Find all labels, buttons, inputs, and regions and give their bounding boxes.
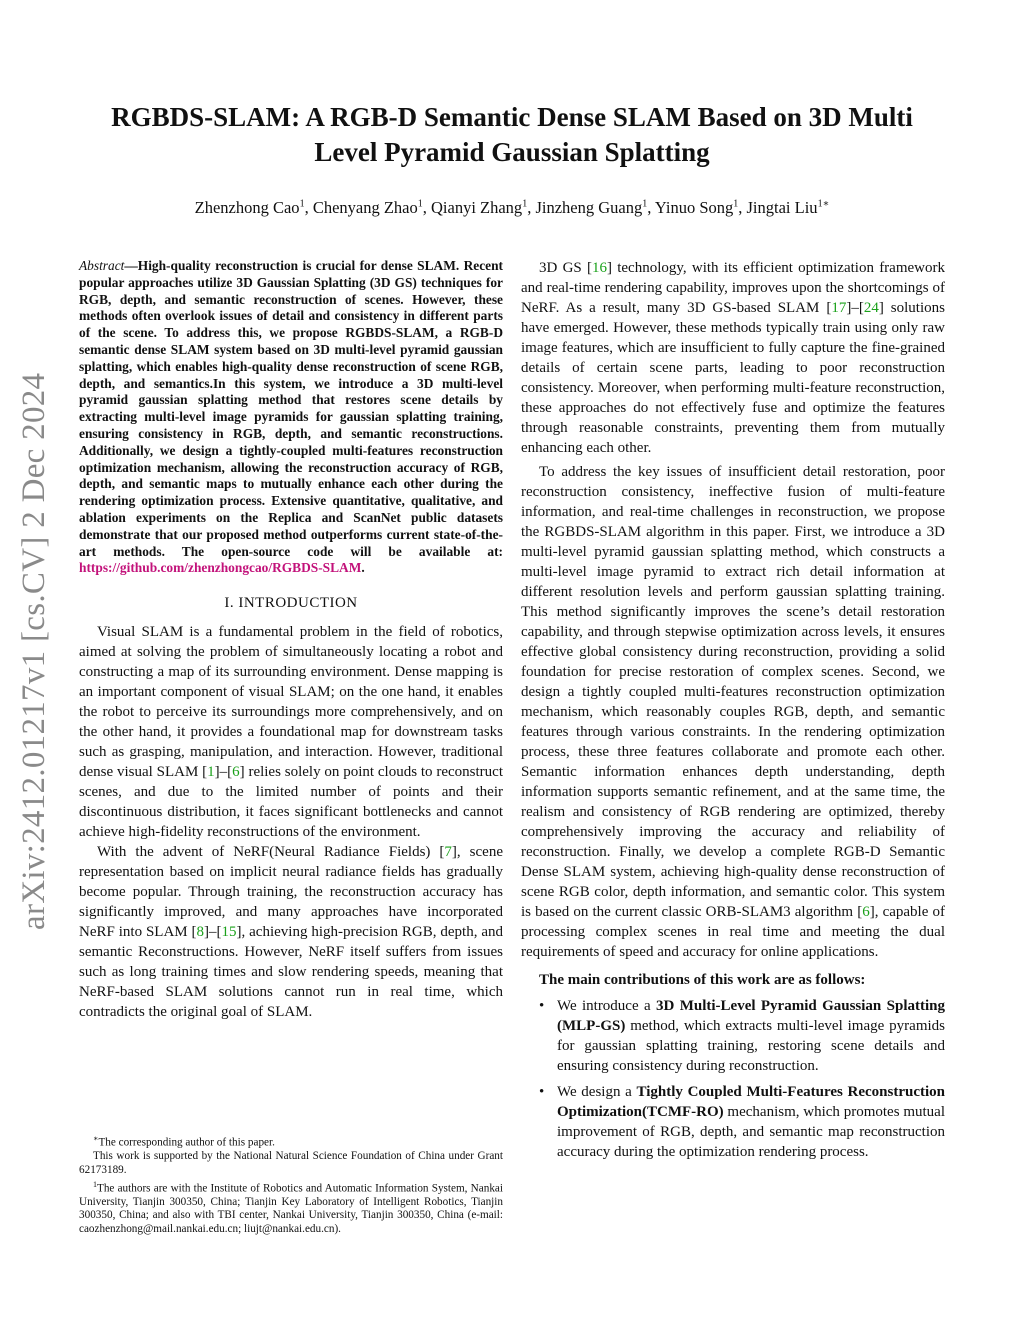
para-text: 3D GS [ — [539, 260, 592, 276]
bullet-icon: • — [539, 1084, 545, 1100]
author-name: Chenyang Zhao — [312, 198, 418, 217]
intro-paragraph-4 — [521, 462, 945, 962]
list-text: method, which extracts multi-level image pyramids for gaussian splatting training, restoring scene details and ensuring consistency during reconstruction. — [557, 1018, 945, 1074]
author-affiliation: 1 — [522, 198, 528, 210]
para-text: ], scene representation based on implicit neural radiance fields has gradually become popular. Through training, the reconstruction accuracy has significantly improved, and many approaches have incorporated NeRF into SLAM [ — [79, 844, 503, 941]
citation-link[interactable]: 8 — [196, 924, 205, 941]
list-text: mechanism, which promotes mutual improvement of RGB, depth, and semantic map reconstruction accuracy during the optimization rendering process. — [557, 1104, 945, 1160]
list-text: We introduce a — [557, 998, 657, 1014]
footnote-text: The authors are with the Institute of Robotics and Automatic Information System, Nankai University, Tianjin 300350, China; Tianjin Key Laboratory of Intelligent Robotics, Tianjin 300350, China; and also with TBI center, Nankai University, Tianjin 300350, China (e-mail: caozhenzhong@mail.nankai.edu.cn; liujt@nankai.edu.cn). — [79, 1182, 503, 1236]
intro-paragraph-1 — [79, 622, 503, 842]
footnote-affiliations — [79, 1178, 503, 1237]
citation-link[interactable]: 17 — [831, 300, 847, 316]
list-item — [521, 996, 945, 1076]
citation-link[interactable]: 1 — [207, 764, 215, 781]
citation-link[interactable]: 6 — [862, 904, 870, 920]
para-text: ]–[ — [214, 764, 233, 781]
author-affiliation: 1∗ — [817, 198, 830, 210]
footnote-mark: ∗ — [93, 1134, 99, 1143]
para-text: ]–[ — [204, 924, 222, 941]
author-affiliation: 1 — [417, 198, 423, 210]
abstract-end: . — [361, 560, 365, 576]
abstract — [79, 258, 503, 577]
list-bold-text: 3D Multi-Level Pyramid Gaussian Splatting (MLP-GS) — [557, 998, 945, 1034]
footnotes — [79, 1132, 503, 1237]
para-text: To address the key issues of insufficient detail restoration, poor reconstruction consistency, ineffective fusion of multi-feature information, and real-time challenges in reconstruction, we propose the RGBDS-SLAM algorithm in this paper. First, we introduce a 3D multi-level pyramid gaussian splatting method, which constructs a multi-level image pyramid to extract rich detail information at different resolution levels and perform gaussian splatting training. This method significantly improves the scene’s detail restoration capability, and through stepwise optimization across levels, it ensures effective global consistency during reconstruction, providing a solid foundation for precise restoration of complex scenes. Second, we design a tightly coupled multi-features reconstruction optimization mechanism, which reasonably couples RGB, depth, and semantic features through various constraints. In the rendering optimization process, these three features collaborate and promote each other. Semantic information enhances depth understanding, depth information supports semantic refinement, and at the same time, the realism and consistency of RGB rendering are optimized, thereby comprehensively improving the accuracy and reliability of reconstruction. Finally, we develop a complete RGB-D Semantic Dense SLAM system, achieving high-quality dense reconstruction of scene RGB color, depth information, and semantic color. This system is based on the current classic ORB-SLAM3 algorithm [ — [521, 464, 945, 920]
para-text: With the advent of NeRF(Neural Radiance Fields) [ — [97, 844, 445, 861]
author-name: Jingtai Liu — [746, 198, 818, 217]
list-bold-text: Tightly Coupled Multi-Features Reconstruction Optimization(TCMF-RO) — [557, 1084, 945, 1120]
citation-link[interactable]: 15 — [221, 924, 237, 941]
para-text: ] relies solely on point clouds to reconstruct scenes, and due to the limited number of points and their discontinuous distribution, it faces significant bottlenecks and cannot achieve high-fidelity reconstructions of the environment. — [79, 764, 503, 841]
list-text: We design a — [557, 1084, 637, 1100]
abstract-dash: — — [124, 258, 138, 273]
paper-title: RGBDS-SLAM: A RGB-D Semantic Dense SLAM Based on 3D Multi Level Pyramid Gaussian Splatting — [111, 102, 913, 167]
section-heading-introduction: I. INTRODUCTION — [224, 595, 358, 612]
citation-link[interactable]: 6 — [232, 764, 240, 781]
list-item — [521, 1082, 945, 1162]
para-text: ]–[ — [846, 300, 864, 316]
abstract-label: Abstract — [79, 258, 125, 273]
footnote-text: This work is supported by the National Natural Science Foundation of China under Grant 62173189. — [79, 1150, 503, 1176]
para-text: ], achieving high-precision RGB, depth, and semantic Reconstructions. However, NeRF itself suffers from issues such as long training times and slow rendering speeds, meaning that NeRF-based SLAM solutions cannot run in real time, which contradicts the original goal of SLAM. — [79, 924, 503, 1021]
bullet-icon: • — [539, 998, 545, 1014]
citation-link[interactable]: 24 — [863, 300, 879, 316]
right-column — [521, 258, 945, 1168]
code-link[interactable]: https://github.com/zhenzhongcao/RGBDS-SLAM — [79, 560, 362, 576]
footnote-text: The corresponding author of this paper. — [98, 1136, 275, 1149]
footnote-corresponding — [79, 1132, 503, 1150]
author-affiliation: 1 — [299, 198, 305, 210]
left-column — [79, 258, 503, 1022]
para-text: ] solutions have emerged. However, these methods typically train using only raw image features, which are insufficient to fully capture the fine-grained details of certain scene parts, leading to poor reconstruction consistency. Moreover, when performing multi-feature reconstruction, these approaches do not effectively fuse and optimize the features through reasonable constraints, preventing them from mutually enhancing each other. — [521, 300, 945, 456]
contributions-list — [521, 996, 945, 1162]
para-text: ] technology, with its efficient optimization framework and real-time rendering capability, improves upon the shortcomings of NeRF. As a result, many 3D GS-based SLAM [ — [521, 260, 945, 316]
intro-paragraph-2 — [79, 842, 503, 1022]
citation-link[interactable]: 7 — [444, 844, 452, 861]
author-list: Zhenzhong Cao$^1$, Chenyang Zhao$^1$, Qianyi Zhang$^1$, Jinzheng Guang$^1$, Yinuo Song$^1$, Jingtai Liu$^{1∗}$ — [194, 198, 830, 217]
abstract-text: High-quality reconstruction is crucial for dense SLAM. Recent popular approaches utilize 3D Gaussian Splatting (3D GS) techniques for RGB, depth, and semantic reconstruction of scenes. However, these methods often overlook issues of detail and consistency in different parts of the scene. To address this, we propose RGBDS-SLAM, a RGB-D semantic dense SLAM system based on 3D multi-level pyramid gaussian splatting, which enables high-quality dense reconstruction of scene RGB, depth, and semantics.In this system, we introduce a 3D multi-level pyramid gaussian splatting method that restores scene details by extracting multi-level image pyramids for gaussian splatting training, ensuring consistency in RGB, depth, and semantic reconstructions. Additionally, we design a tightly-coupled multi-features reconstruction optimization mechanism, allowing the reconstruction accuracy of RGB, depth, and semantic maps to mutually enhance each other during the rendering optimization process. Extensive quantitative, qualitative, and ablation experiments on the Replica and ScanNet public datasets demonstrate that our proposed method outperforms current state-of-the-art methods. The open-source code will be available at: — [79, 258, 503, 559]
author-affiliation: 1 — [733, 198, 739, 210]
arxiv-identifier: arXiv:2412.01217v1 [cs.CV] 2 Dec 2024 — [16, 372, 52, 930]
contributions-heading: The main contributions of this work are as follows: — [539, 972, 866, 988]
author-name: Zhenzhong Cao — [194, 198, 300, 217]
citation-link[interactable]: 16 — [591, 260, 607, 276]
para-text: ], capable of processing complex scenes in real time and meeting the dual requirements of speed and accuracy for online applications. — [521, 904, 945, 960]
footnote-mark: 1 — [93, 1179, 97, 1189]
author-affiliation: 1 — [642, 198, 648, 210]
author-name: Qianyi Zhang — [431, 198, 523, 217]
author-name: Yinuo Song — [654, 198, 734, 217]
para-text: Visual SLAM is a fundamental problem in the field of robotics, aimed at solving the problem of simultaneously locating a robot and constructing a map of its surrounding environment. Dense mapping is an important component of visual SLAM; on the one hand, it enables the robot to perceive its surroundings more comprehensively, and on the other hand, it provides a foundational map for downstream tasks such as grasping, manipulation, and interaction. However, traditional dense visual SLAM [ — [79, 624, 503, 781]
footnote-funding — [79, 1150, 503, 1177]
intro-paragraph-3 — [521, 258, 945, 458]
author-name: Jinzheng Guang — [535, 198, 643, 217]
